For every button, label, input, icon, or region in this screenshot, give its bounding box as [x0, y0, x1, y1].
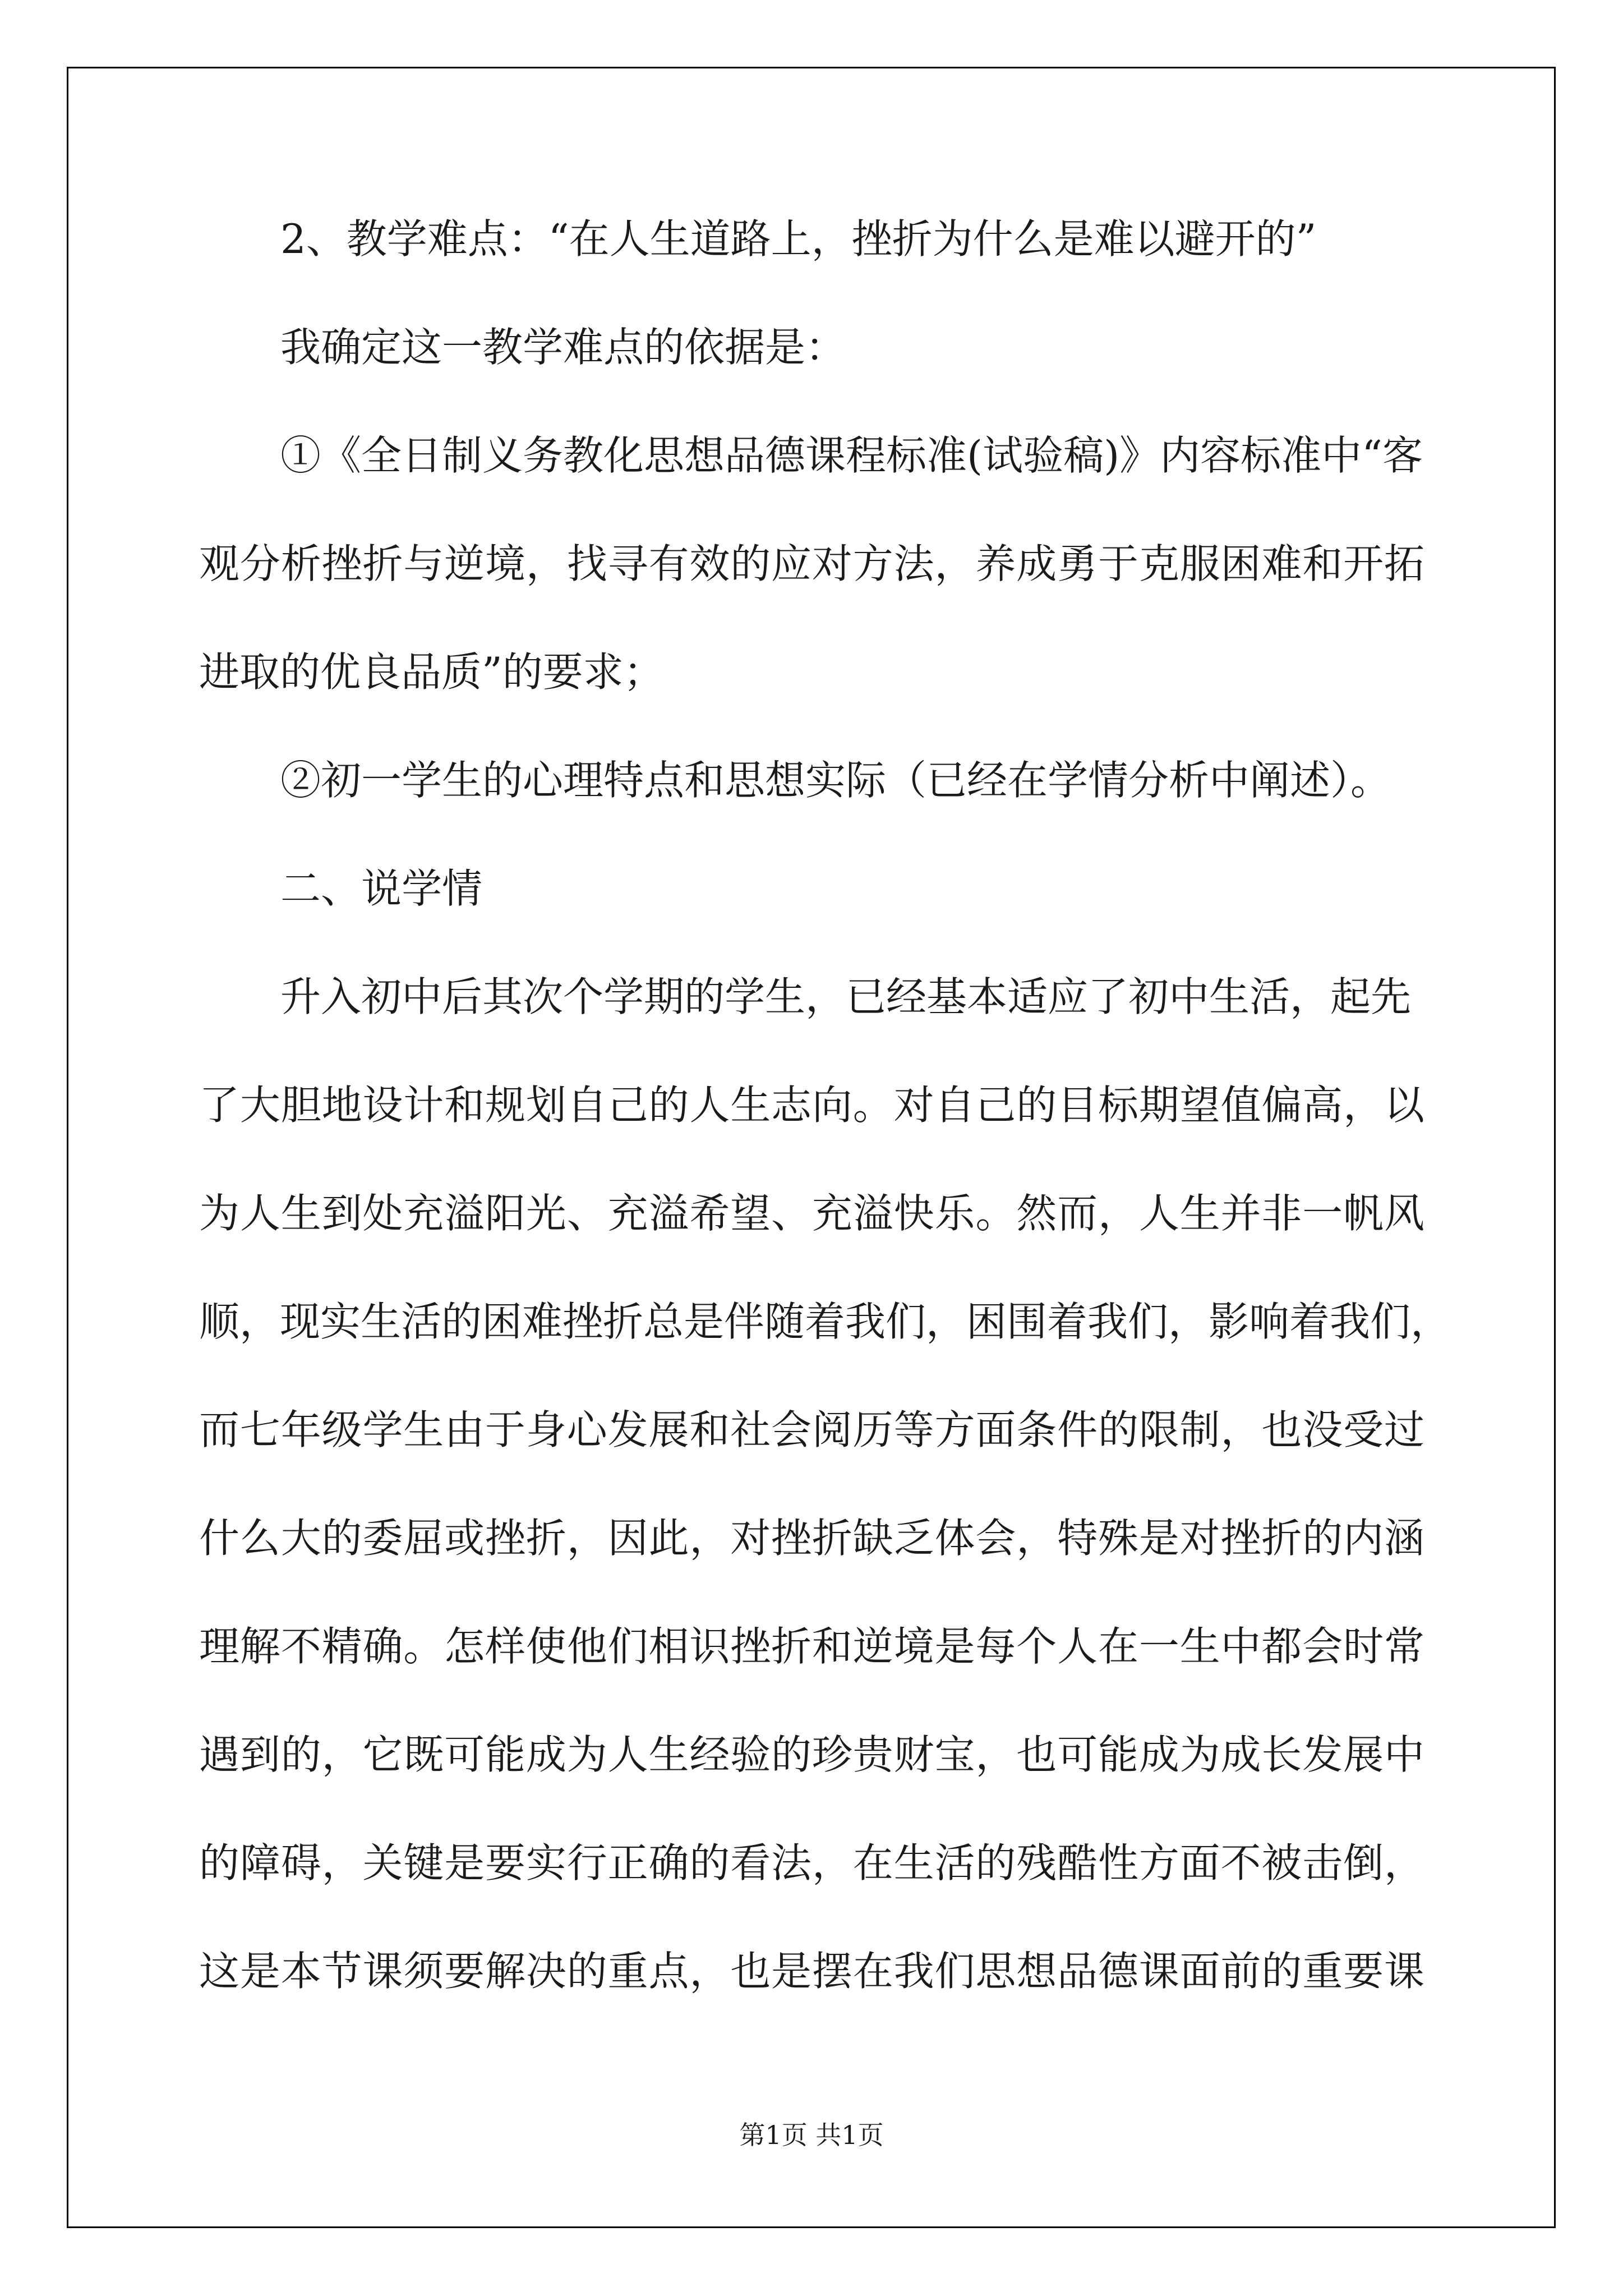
- text-line: 这是本节课须要解决的重点，也是摆在我们思想品德课面前的重要课: [199, 1948, 1424, 1995]
- section-heading: 二、说学情: [280, 865, 483, 912]
- text-line: 了大胆地设计和规划自己的人生志向。对自己的目标期望值偏高，以: [199, 1082, 1424, 1129]
- text-line: 顺，现实生活的困难挫折总是伴随着我们，困围着我们，影响着我们，: [199, 1298, 1451, 1345]
- text-line: 升入初中后其次个学期的学生，已经基本适应了初中生活，起先: [280, 973, 1412, 1020]
- text-line: ①《全日制义务教化思想品德课程标准(试验稿)》内容标准中“客: [280, 432, 1423, 479]
- text-line: 遇到的，它既可能成为人生经验的珍贵财宝，也可能成为成长发展中: [199, 1731, 1424, 1778]
- text-line: ②初一学生的心理特点和思想实际（已经在学情分析中阐述）。: [280, 757, 1391, 804]
- text-line: 理解不精确。怎样使他们相识挫折和逆境是每个人在一生中都会时常: [199, 1623, 1424, 1670]
- text-line: 而七年级学生由于身心发展和社会阅历等方面条件的限制，也没受过: [199, 1406, 1424, 1453]
- text-line: 什么大的委屈或挫折，因此，对挫折缺乏体会，特殊是对挫折的内涵: [199, 1515, 1424, 1562]
- text-line: 2、教学难点：“在人生道路上，挫折为什么是难以避开的”: [280, 215, 1317, 263]
- text-line: 观分析挫折与逆境，找寻有效的应对方法，养成勇于克服困难和开拓: [199, 540, 1424, 587]
- text-line: 我确定这一教学难点的依据是：: [280, 324, 846, 371]
- text-line: 进取的优良品质”的要求；: [199, 648, 664, 696]
- text-line: 的障碍，关键是要实行正确的看法，在生活的残酷性方面不被击倒，: [199, 1839, 1424, 1887]
- text-line: 为人生到处充溢阳光、充溢希望、充溢快乐。然而，人生并非一帆风: [199, 1190, 1424, 1237]
- page-footer: 第1页 共1页: [739, 2120, 884, 2150]
- page-border: [67, 67, 1556, 2228]
